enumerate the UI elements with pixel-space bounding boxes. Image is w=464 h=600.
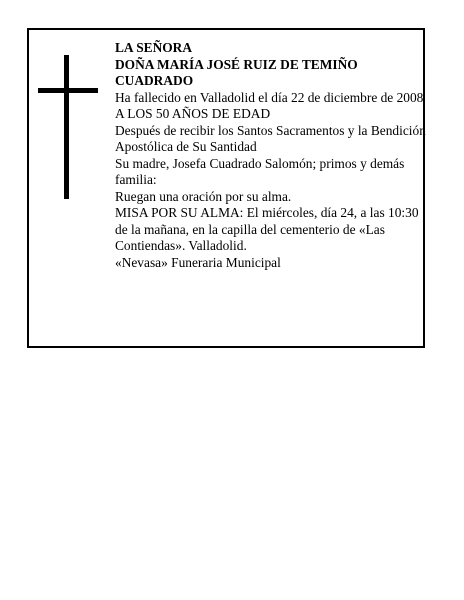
- death-statement: Ha fallecido en Valladolid el día 22 de diciembre de 2008: [115, 89, 424, 105]
- latin-cross-icon: [38, 55, 98, 199]
- cross-vertical-bar: [64, 55, 69, 199]
- family-statement: Su madre, Josefa Cuadrado Salomón; primos y demás familia:: [115, 155, 405, 187]
- notice-text-block: [115, 40, 427, 271]
- age-statement: A LOS 50 AÑOS DE EDAD: [115, 106, 271, 121]
- prayer-request: Ruegan una oración por su alma.: [115, 188, 292, 204]
- notice-heading-title: LA SEÑORA: [115, 40, 193, 55]
- mass-details: MISA POR SU ALMA: El miércoles, día 24, a las 10:30 de la mañana, en la capilla del cementerio de «Las Contiendas». Valladolid.: [115, 205, 419, 253]
- funeral-home: «Nevasa» Funeraria Municipal: [115, 254, 281, 270]
- sacraments-statement: Después de recibir los Santos Sacramentos y la Bendición Apostólica de Su Santidad: [115, 122, 426, 154]
- obituary-notice: [27, 28, 425, 348]
- deceased-name: DOÑA MARÍA JOSÉ RUIZ DE TEMIÑO CUADRADO: [115, 56, 358, 88]
- cross-horizontal-bar: [38, 88, 98, 93]
